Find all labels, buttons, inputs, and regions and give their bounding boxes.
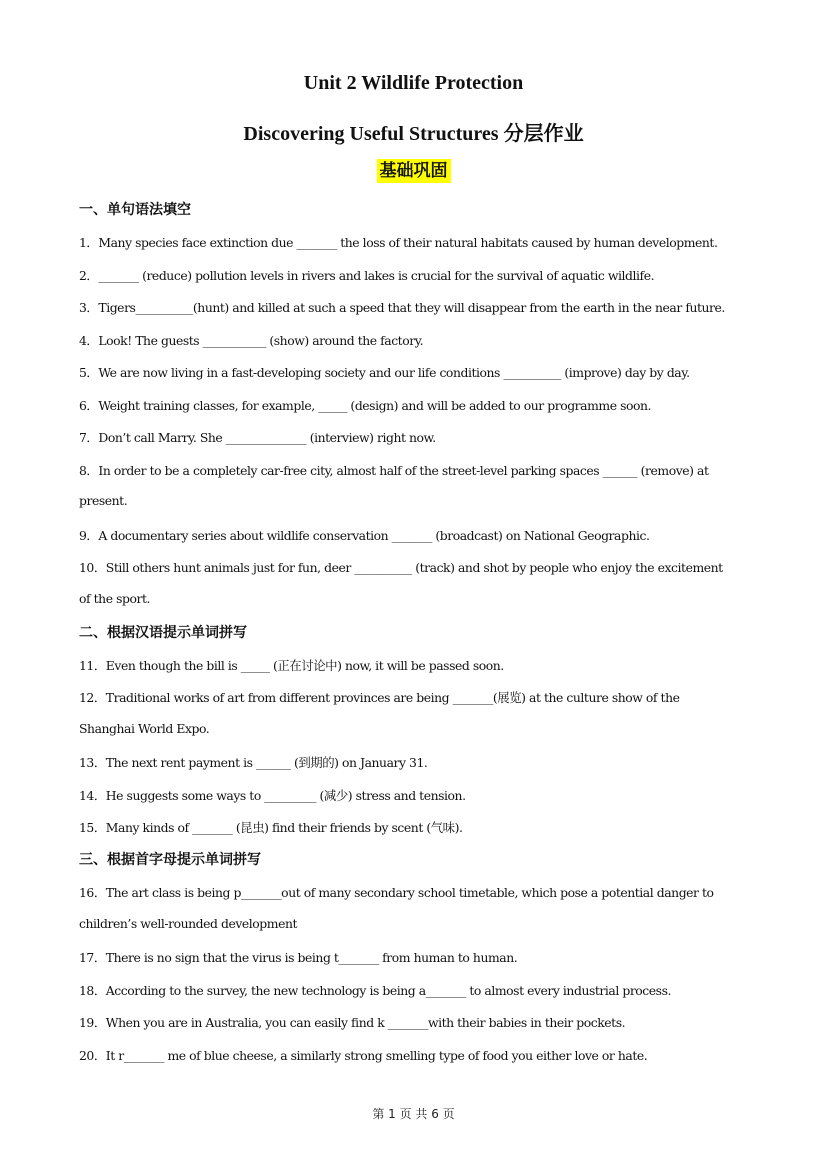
page-title: Unit 2 Wildlife Protection [303, 72, 524, 94]
section-heading: 三、根据首字母提示单词拼写 [79, 852, 261, 868]
exercise-line: 13．The next rent payment is ______ (到期的) on January 31. [79, 755, 428, 770]
section-heading: 二、根据汉语提示单词拼写 [79, 625, 247, 641]
exercise-line: 7．Don’t call Marry. She ______________ (interview) right now. [79, 430, 436, 445]
exercise-line: 10．Still others hunt animals just for fun, deer __________ (track) and shot by people who enjoy the excitement [79, 560, 723, 575]
exercise-line: 15．Many kinds of _______ (昆虫) find their friends by scent (气味). [79, 820, 463, 835]
exercise-line: Shanghai World Expo. [79, 721, 210, 736]
exercise-line: 17．There is no sign that the virus is being t_______ from human to human. [79, 950, 518, 965]
exercise-line: 4．Look! The guests ___________ (show) around the factory. [79, 333, 424, 348]
exercise-line: 19．When you are in Australia, you can easily find k _______with their babies in their pockets. [79, 1015, 626, 1030]
page-subtitle: Discovering Useful Structures 分层作业 [243, 123, 584, 145]
exercise-line: 18．According to the survey, the new technology is being a_______ to almost every industrial process. [79, 983, 671, 998]
exercise-line: 16．The art class is being p_______out of many secondary school timetable, which pose a potential danger to [79, 885, 714, 900]
section-heading: 一、单句语法填空 [79, 202, 191, 218]
exercise-line: 11．Even though the bill is _____ (正在讨论中) now, it will be passed soon. [79, 658, 504, 673]
exercise-line: 6．Weight training classes, for example, _____ (design) and will be added to our programme soon. [79, 398, 652, 413]
exercise-line: 20．It r_______ me of blue cheese, a similarly strong smelling type of food you either love or hate. [79, 1048, 648, 1063]
exercise-line: 2．_______ (reduce) pollution levels in rivers and lakes is crucial for the survival of aquatic wildlife. [79, 268, 655, 283]
page-number: 第 1 页 共 6 页 [372, 1107, 455, 1121]
exercise-line: 8．In order to be a completely car-free city, almost half of the street-level parking spaces ______ (remove) at [79, 463, 709, 478]
level-badge-wrap [0, 159, 827, 183]
level-badge: 基础巩固 [377, 159, 451, 183]
exercise-line: 1．Many species face extinction due _______ the loss of their natural habitats caused by human development. [79, 235, 718, 250]
exercise-line: of the sport. [79, 591, 150, 606]
exercise-line: 14．He suggests some ways to _________ (减少) stress and tension. [79, 788, 466, 803]
exercise-line: children’s well-rounded development [79, 916, 298, 931]
exercise-line: 5．We are now living in a fast-developing society and our life conditions __________ (improve) day by day. [79, 365, 690, 380]
exercise-line: 12．Traditional works of art from different provinces are being _______(展览) at the culture show of the [79, 690, 680, 705]
exercise-line: present. [79, 493, 128, 508]
exercise-line: 9．A documentary series about wildlife conservation _______ (broadcast) on National Geographic. [79, 528, 650, 543]
exercise-line: 3．Tigers__________(hunt) and killed at such a speed that they will disappear from the earth in the near future. [79, 300, 725, 315]
